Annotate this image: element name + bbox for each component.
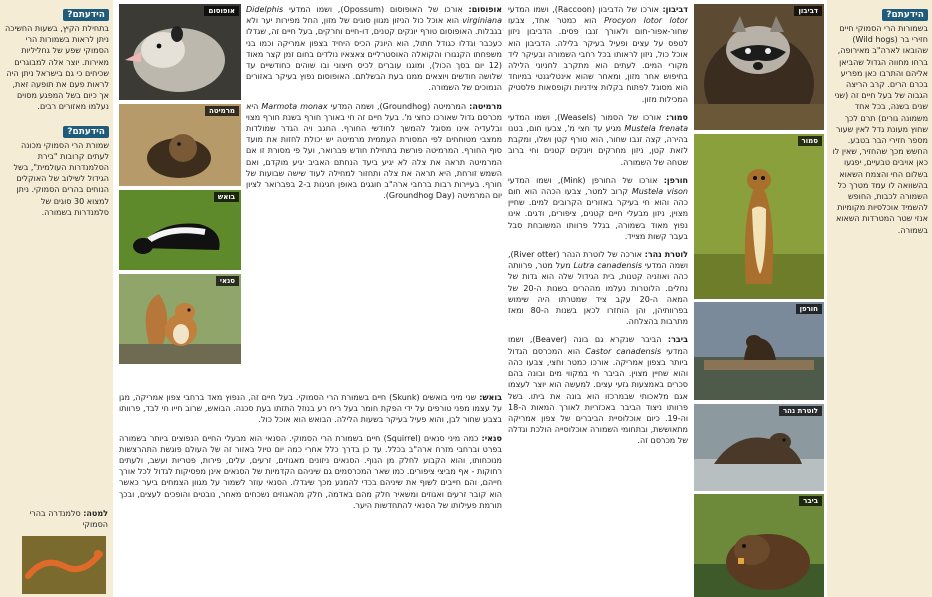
paragraph-groundhog: מרמיטה: המרמיטה (Groundhog), ושמה המדעי Marmota monax היא מכרסם גדול שאורכו כחצי מ'. בעל חיים זה חי באורך חורף בשנת חורף מצוי ובלעדיה אינו מסוגל להמשך לחודשי החורף. החגב ויה הגדר שמולדות ממצבי מטוחחים לפי המסורת העממית מרמיטה יש יכולת לחזות את מועד סוף החורף. המרמיטה פורשת בתחילת חודש פברואר, ועל פי מסורת זו אם המרמיטה תראה את צלה לא יגיע ביעד הנחתם האביב יגיע מוקדם, ואם השמש זורחת, היא תראה את צלה ותחזור למחילה לעוד שישה שבועות של חורף. בעיירות רבות ברחבי ארה"ב חוגגים באופן חגיגות ב-2 בפברואר לציון יום המרמיטה (Groundhog Day). bbox=[246, 101, 502, 201]
paragraph-mink: חורפן: אורכו של החורפן (Mink), ושמו המדעי Mustela vison קרוב למטר, צבעו הכהה הוא חום כהה והוא חי בעיקר באזורים הקרובים למים. שחיין מצוין, ניזון מבעלי חיים קטנים, ציפורים, ודגים. אינו נפוץ מאוד בשמורה, בגלל פרוותו המשובחת סבל בעבר קשות מצייד. bbox=[508, 175, 688, 241]
salamander-caption-head: למטה: bbox=[83, 509, 108, 518]
right-sidebar-text: בשמורות הרי הסמוקי חיים חזירי בר (Wild hogs) שהובאו לארה"ב מאירופה, ברחו מחווה הגדול שהביאן אליהם והתרבו כאן מפריע בכרם הרים. קרב הריצה הגבוה של בעל חיים זה (שני שנים בשנה, בכל אחד משמונה גורים) תרם לכך שחוץ מעונת גדל לאין שעור מספר חזירי הבר בטבע. החשש מכך שהחזיר, שאין לו כאן אויבים טבעיים, יפגעו בשלום החי והצמח השאוא בהשוואה לו עמד מטרך כל השמורה לכבות, החופש להשמיד אוכלסיות מקומיות אנזי שטר המטרדות השאוא בשמורה. bbox=[832, 24, 928, 235]
salamander-caption bbox=[6, 508, 108, 530]
skunk-photo bbox=[119, 190, 241, 270]
squirrel-photo-label: סנאי bbox=[216, 276, 239, 286]
left-sidebar-box-1 bbox=[4, 2, 109, 113]
left-sidebar-box-2-heading: הידעתם? bbox=[63, 126, 109, 138]
raccoon-photo-label: דביבון bbox=[794, 6, 822, 16]
mink-photo bbox=[694, 302, 824, 400]
otter-photo bbox=[694, 404, 824, 491]
paragraph-beaver: ביבר: הביבר שנקרא גם בונה (Beaver), ושמו המדעי Castor canadensis הוא המכרסם הגדול ביותר בצפון אמריקה. אורכו כמטר וחצי, צבעו כהה והוא שחיין מצוין. הביבר חי במקווי מים ובונה בהם סכרים באמצעות גזעי עצים. למעשה הוא יוצר לעצמו אגם מלאכותי שבמרכזו הוא בונה את ביתו. בשל פרוותו ניצוד הביבר באכזריות לאורך המאות ה-18 וה-19. כיום אוכלוסיית הביברים של צפון אמריקה מתאוששת, ובתחומי השמורה אוכלוסייה הולכת וגדלה של מכרסם זה. bbox=[508, 335, 688, 446]
squirrel-photo bbox=[119, 274, 241, 364]
paragraph-skunk: בואש: שני מיני בואשים (Skunk) חיים בשמורת הרי הסמוקי. בעל חיים זה, הנפוץ מאד ברחבי צפון אמריקה, מגן על עצמו מפני טורפים על ידי הפקת חומר בעל ריח רע בנוזל התזתו בעת סכנה. הבואש, שרוב חייו חי לבד, פרוותו בצבע שחור לבן, והוא פעיל בעיקר בשעות הלילה. הבואש הוא אוכל כול. bbox=[119, 393, 502, 425]
left-sidebar-box-1-heading: הידעתם? bbox=[63, 9, 109, 21]
mink-photo-label: חורפן bbox=[796, 304, 822, 314]
paragraph-opossum: אופוסום: אורכו של האופוסום (Opossum), ושמו המדעי Didelphis virginiana הוא אוכל כול הניזון מגוון סוגים של מזון, החל מפירות יער ולא בגבלות. האופוסום טורף יונקים קטנים, דו-חיים וחרקים, בעל חיים זה, שגדלו כעכבר וגדלו כגודל חתול, הוא היונק הכיס היחיד בצפון אמריקה וכמו בני משפחתו הקנגורו והקואלה האוסטרליים צאצאיו נולדים בחום זמן קצר מאוד (12 יום בסך הכול), ומוגנו עוברים לכיס חיצוני ובו שוהים כחודשיים עד שלושה חודשים ויוצאים ממנו בעת הבשלתם. האופוסום נפוץ בעיקר באזורים הנמוכים של השמורה. bbox=[246, 5, 502, 93]
salamander-photo bbox=[22, 536, 106, 594]
beaver-photo-label: ביבר bbox=[799, 496, 822, 506]
text-wide-bottom bbox=[119, 392, 502, 596]
left-sidebar-box-2 bbox=[4, 119, 109, 218]
left-sidebar-box-1-text: בתחילת הקיץ, בשעות החשיכה ניתן לראות בשמורות הרי הסמוקי שפע של גחליליות מאירות. יוצר אלה למבוגרים שכיחים כי גם בישראל ניתן היה לראות פעם את תופעה זאת, אך כיום בשל המפגע מסוים נעלמו מאזורים רבים. bbox=[5, 24, 109, 112]
opossum-photo-label: אופוסום bbox=[204, 6, 239, 16]
otter-photo-label: לוטרת נהר bbox=[779, 406, 822, 416]
paragraph-squirrel: סנאי: כמה מיני סנאים (Squirrel) חיים בשמורת הרי הסמוקי. הסנאי הוא מבעלי החיים הנפוצים ביותר בשמורה בפרט וברחבי מזרח ארה"ב בכלל. עד כן בדרך כלל אחרי כמה יום טיול באזור זה של העולם פוגשת התהרצשות מנוכחותו, והוא הקבוע לחלק מן הנוף. הסנאים ניזונים מאגוזים, זרעים, עלים, פירות, פטריות ועשב, ולעתים רחוקות - אף מביצי ציפורים. כמו שאר המכרסמים גם שיניהם הקדמיות של הסנאים אינן מפסיקות לגדול לכל אורך חייהם, והם חייבים לשוף את שיניהם בכדי להמנע מכך שיגדלו. הסנאי עוזר לשמור על מגוון הצמחים ביער כאשר הוא קובר זרעים ואגוזים ומשאיר חלק מהם באדמה, חלק מהאגוזים נשכחים מאחר, נובטים והופכים לעצים, ובכך תורמת פעילותו של הסנאי להתחדשות היער. bbox=[119, 433, 502, 510]
text-column-right bbox=[508, 4, 688, 596]
right-sidebar bbox=[827, 0, 932, 597]
right-sidebar-heading: הידעתם? bbox=[882, 9, 928, 21]
left-sidebar-box-2-text: שמורת הרי הסמוקי מכונה לעתים קרובות "בירת הסלמנדרות העולמית", בשל הגידול לשילוב של האוקלים הנוחים בהרים הסמוקי. ניתן למצוא 30 סוגים של סלמנדרות בשמורה. bbox=[13, 140, 109, 217]
opossum-photo bbox=[119, 4, 241, 100]
skunk-photo-label: בואש bbox=[214, 192, 239, 202]
paragraph-raccoon: דביבון: אורכו של הדביבון (Raccoon), ושמו המדעי Procyon lotor lotor הוא כמטר אחד, צבעו שחור-אפור-חום ולאורך זנבו פסים. הדביבון ניזון לטפס על עצים ופעיל בעיקר בלילה. הדביבון הוא אוכל כול, ניזון לראותו בכל רחבי השמורה ובעיקר ליד מקורי המים. לעתים הוא מתקרב לחניוני הלילה בחיפוש אחר מזון, ומאחר שהוא אינטליגנטי במיוחד הוא מסוגל לפתוח בקלות צידניות וקופסאות פלסטיק המכילות מזון. bbox=[508, 5, 688, 104]
weasel-photo-label: סמור bbox=[798, 136, 822, 146]
groundhog-photo bbox=[119, 104, 241, 186]
weasel-photo bbox=[694, 134, 824, 299]
raccoon-photo bbox=[694, 4, 824, 130]
groundhog-photo-label: מרמיטה bbox=[205, 106, 239, 116]
paragraph-otter: לוטרת נהר: אורכה של לוטרת הנהר (River otter), ושמה המדעי Lutra canadensis מעל מטר, פרוותה כהה ואוזניה קטנות, בית הגידול שלה הוא גדות של נחלים. הלוטרות נעלמו מההרים בשנות ה-20 של המאה ה-20 עקב ציד שמטרתו היה שימוש בפרוותיהן, והן הוחזרו לכאן בשנות ה-80 ומאז מתרבות בהצלחה. bbox=[508, 250, 688, 327]
salamander-caption-text: סלמנדרה בהרי הסמוקי bbox=[29, 509, 108, 529]
beaver-photo bbox=[694, 494, 824, 597]
paragraph-weasel: סמור: אורכו של הסמור (Weasels), ושמו המדעי Mustela frenata מגיע עד חצי מ', צבעו חום, בטנו בהירה, קצה זנבו שחור, הוא טורף קטן ושלו, ומקבת לזאת קטן, ניזון מחרקים ויונקים קטנים וחי ברוב שטחה של השמורה. bbox=[508, 112, 688, 167]
